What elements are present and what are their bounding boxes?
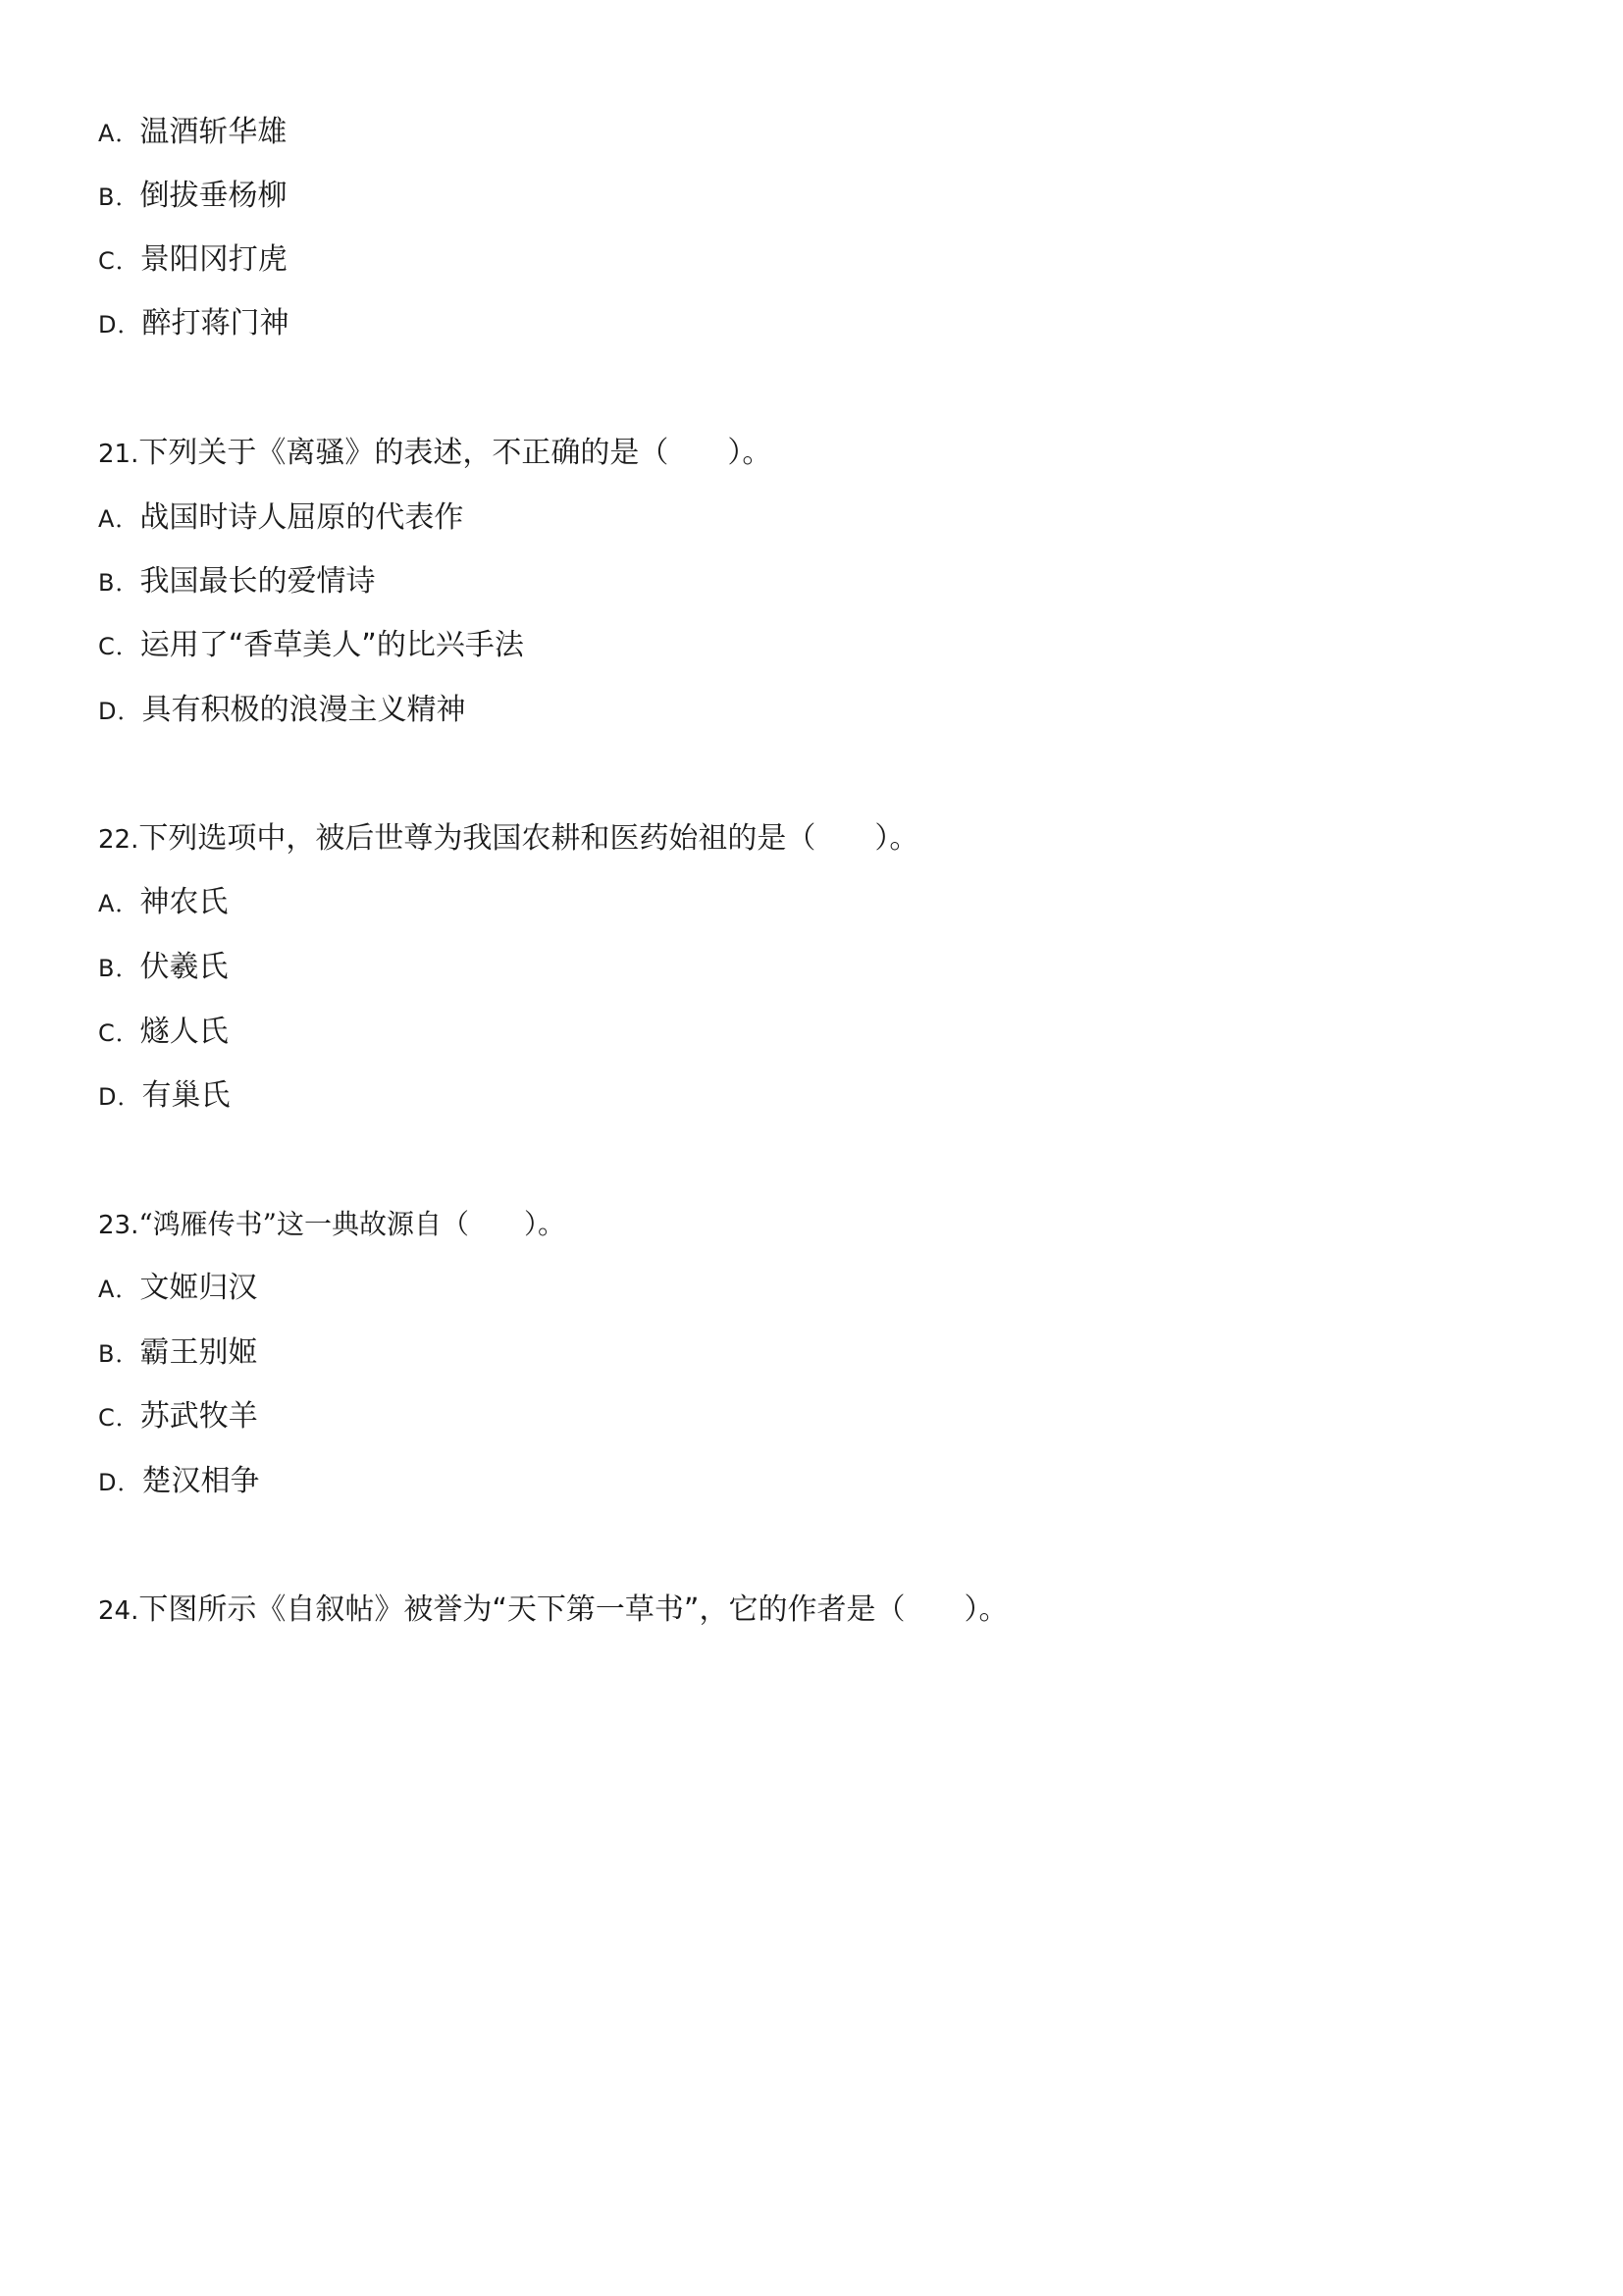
option-letter: A．	[98, 890, 140, 917]
option-letter: D．	[98, 311, 142, 339]
option-text: 有巢氏	[141, 1078, 231, 1113]
question-number: 23.	[98, 1211, 139, 1240]
option-text: 楚汉相争	[141, 1464, 260, 1498]
question-21-option-a	[98, 498, 463, 539]
option-text: 我国最长的爱情诗	[139, 564, 376, 599]
option-text: 温酒斩华雄	[139, 115, 288, 149]
question-text: 下图所示《自叙帖》被誉为“天下第一草书”，它的作者是（ ）。	[138, 1592, 1009, 1627]
question-text: 下列选项中，被后世尊为我国农耕和医药始祖的是（ ）。	[138, 821, 919, 856]
question-21-option-c	[98, 626, 524, 666]
option-text: 倒拔垂杨柳	[139, 179, 288, 213]
option-text: 文姬归汉	[139, 1271, 258, 1305]
question-23-option-d	[98, 1462, 259, 1502]
question-21-option-d	[98, 691, 465, 731]
question-23-option-a	[98, 1269, 257, 1309]
option-a	[98, 113, 287, 153]
option-text: 伏羲氏	[139, 950, 229, 984]
question-22-option-d	[98, 1076, 230, 1117]
option-letter: C．	[98, 1019, 140, 1047]
option-letter: B．	[98, 183, 140, 211]
option-text: 苏武牧羊	[139, 1399, 258, 1434]
option-letter: D．	[98, 698, 142, 725]
option-letter: C．	[98, 247, 140, 275]
option-letter: B．	[98, 569, 140, 597]
question-number: 21.	[98, 440, 139, 469]
option-letter: A．	[98, 120, 140, 147]
option-text: 神农氏	[139, 885, 229, 919]
question-22-option-b	[98, 948, 228, 988]
question-23-stem	[98, 1205, 565, 1245]
option-c	[98, 240, 288, 281]
question-24-stem	[98, 1591, 1008, 1631]
question-number: 24.	[98, 1596, 139, 1626]
question-number: 22.	[98, 825, 139, 855]
option-letter: D．	[98, 1083, 142, 1111]
option-text: 景阳冈打虎	[139, 242, 288, 277]
option-text: 醉打蒋门神	[141, 306, 289, 340]
option-text: 燧人氏	[139, 1015, 229, 1049]
question-22-option-c	[98, 1013, 229, 1053]
option-b	[98, 177, 287, 217]
question-23-option-c	[98, 1397, 258, 1437]
option-d	[98, 304, 288, 344]
question-22-stem	[98, 819, 918, 860]
option-text: 战国时诗人屈原的代表作	[139, 500, 464, 535]
question-21-stem	[98, 434, 771, 474]
option-text: 霸王别姬	[139, 1335, 258, 1370]
option-text: 运用了“香草美人”的比兴手法	[139, 628, 524, 662]
option-letter: A．	[98, 1276, 140, 1303]
option-text: 具有积极的浪漫主义精神	[141, 693, 466, 727]
option-letter: D．	[98, 1469, 142, 1496]
question-21-option-b	[98, 562, 375, 602]
option-letter: B．	[98, 955, 140, 982]
question-text: 下列关于《离骚》的表述，不正确的是（ ）。	[138, 436, 772, 470]
option-letter: C．	[98, 1404, 140, 1432]
question-23-option-b	[98, 1333, 257, 1374]
option-letter: B．	[98, 1340, 140, 1368]
question-text: “鸿雁传书”这一典故源自（ ）。	[138, 1208, 565, 1240]
option-letter: A．	[98, 505, 140, 533]
question-22-option-a	[98, 883, 228, 923]
option-letter: C．	[98, 633, 140, 660]
